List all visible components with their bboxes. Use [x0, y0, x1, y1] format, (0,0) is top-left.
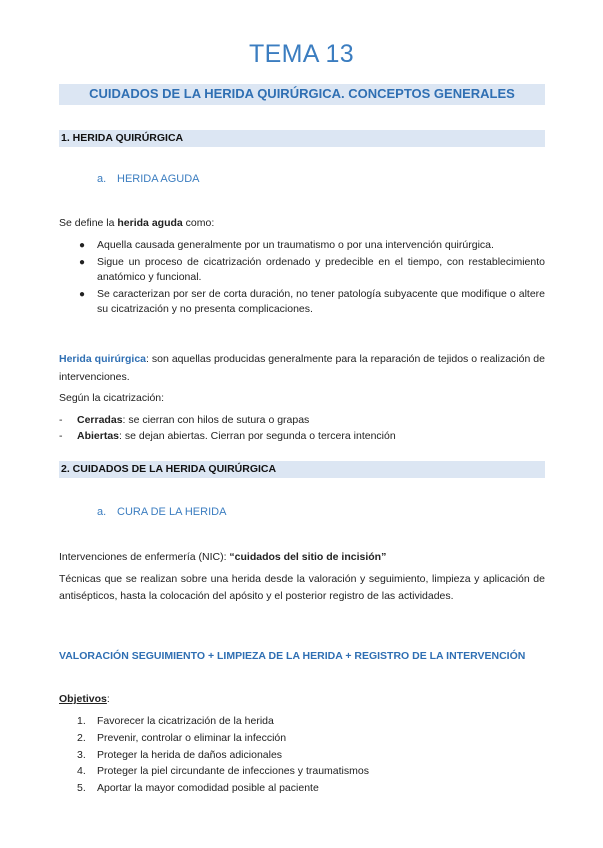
section-1-subheading	[97, 173, 200, 185]
intro-paragraph	[59, 215, 214, 231]
dash-term: Cerradas	[77, 414, 123, 426]
item-text: Prevenir, controlar o eliminar la infección	[97, 731, 287, 744]
bullet-text: Sigue un proceso de cicatrización ordenado y predecible en el tiempo, con restablecimiento anatómico y funcional.	[97, 255, 545, 283]
list-item	[77, 713, 545, 730]
dash-text: : se dejan abiertas. Cierran por segunda o tercera intención	[119, 430, 396, 442]
item-number: 1.	[77, 715, 86, 727]
dash-text: : se cierran con hilos de sutura o grapas	[122, 414, 310, 426]
techniques-paragraph: Técnicas que se realizan sobre una herida desde la valoración y seguimiento, limpieza y aplicación de antisépticos, hasta la colocación del apósito y el posterior registro de las actividades.	[59, 573, 545, 602]
bullet-icon: ●	[79, 240, 86, 251]
list-item	[77, 287, 545, 318]
hq-term: Herida quirúrgica	[59, 353, 147, 365]
list-item	[77, 730, 545, 747]
intro-post: como:	[182, 217, 215, 229]
item-text: Favorecer la cicatrización de la herida	[97, 715, 274, 727]
objetivos-heading	[59, 691, 110, 707]
item-number: 4.	[77, 765, 86, 778]
intro-pre: Se define la	[59, 217, 118, 229]
item-number: 5.	[77, 782, 86, 795]
bullet-icon: ●	[79, 288, 86, 300]
item-text: Proteger la herida de daños adicionales	[97, 748, 283, 761]
bullet-text: Aquella causada generalmente por un traumatismo o por una intervención quirúrgica.	[97, 239, 494, 251]
intro-bold: herida aguda	[117, 217, 183, 229]
page-title: TEMA 13	[249, 40, 354, 68]
list-item	[77, 255, 545, 286]
objetivos-label: Objetivos	[59, 693, 107, 705]
herida-quirurgica-definition	[59, 350, 545, 386]
item-number: 2.	[77, 731, 86, 744]
subheading-letter: a.	[97, 173, 107, 185]
section-2-title: 2. CUIDADOS DE LA HERIDA QUIRÚRGICA	[61, 463, 277, 475]
item-text: Proteger la piel circundante de infecciones y traumatismos	[97, 765, 369, 778]
bullet-text: Se caracterizan por ser de corta duración, no tener patología subyacente que modifique o altere su cicatrización y no presenta complicaciones.	[97, 287, 545, 315]
nic-bold: “cuidados del sitio de incisión”	[229, 551, 387, 563]
objetivos-colon: :	[106, 693, 110, 705]
dash-icon: -	[59, 430, 63, 442]
list-item	[77, 747, 545, 764]
list-item	[77, 780, 545, 797]
list-item	[77, 238, 545, 254]
segun-text: Según la cicatrización:	[59, 392, 165, 404]
section-2-subheading	[97, 506, 226, 518]
caps-summary-line: VALORACIÓN SEGUIMIENTO + LIMPIEZA DE LA HERIDA + REGISTRO DE LA INTERVENCIÓN	[59, 650, 526, 662]
nic-line	[59, 549, 386, 565]
subheading-text: HERIDA AGUDA	[117, 173, 200, 185]
item-number: 3.	[77, 748, 86, 761]
list-item	[59, 428, 545, 444]
bullet-list	[77, 238, 545, 319]
nic-pre: Intervenciones de enfermería (NIC):	[59, 551, 230, 563]
section-1-title: 1. HERIDA QUIRÚRGICA	[61, 132, 184, 144]
dash-icon: -	[59, 414, 63, 426]
list-item	[59, 412, 545, 428]
dash-term: Abiertas	[77, 430, 120, 442]
hq-def: : son aquellas producidas generalmente para la reparación de tejidos o realización de intervenciones.	[59, 353, 545, 383]
dash-list	[59, 412, 545, 444]
objetivos-list	[77, 713, 545, 797]
subheading-text: CURA DE LA HERIDA	[117, 506, 227, 518]
item-text: Aportar la mayor comodidad posible al paciente	[97, 782, 319, 795]
subheading-letter: a.	[97, 506, 107, 518]
page-subtitle: CUIDADOS DE LA HERIDA QUIRÚRGICA. CONCEPTOS GENERALES	[89, 86, 515, 101]
list-item	[77, 763, 545, 780]
bullet-icon: ●	[79, 256, 86, 268]
